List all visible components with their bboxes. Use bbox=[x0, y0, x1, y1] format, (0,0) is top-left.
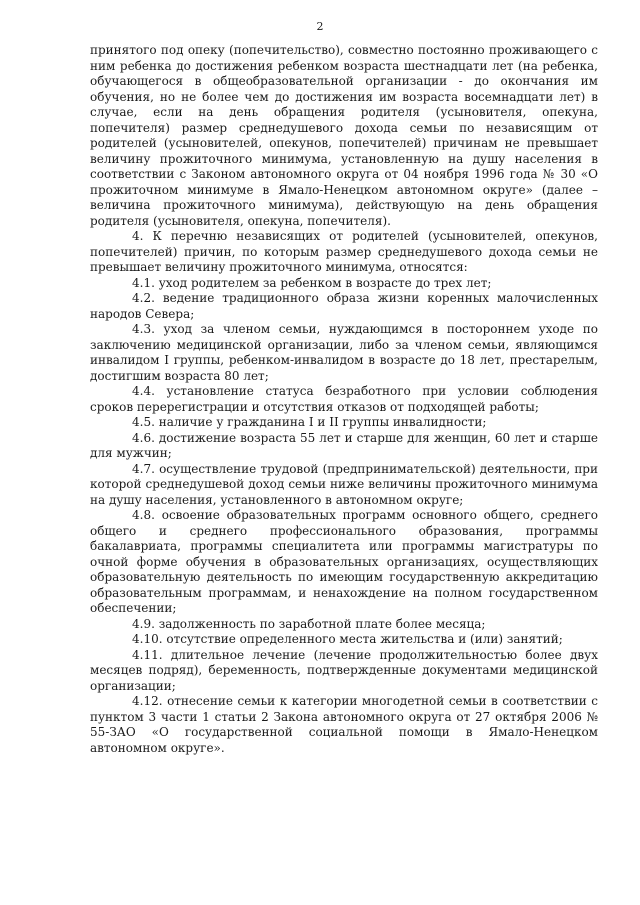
paragraph-item-4-8: 4.8. освоение образовательных программ основного общего, среднего общего и среднего профессионального образования, программы бакалавриата, программы специалитета или программы магистратуры по очной форме обучения в образовательных организациях, осуществляющих образовательную деятельность по имеющим государственную аккредитацию образовательным программам, и ненахождение на полном государственном обеспечении; bbox=[90, 508, 598, 615]
page-number: 2 bbox=[316, 20, 324, 33]
paragraph-item-4-10: 4.10. отсутствие определенного места жительства и (или) занятий; bbox=[132, 632, 563, 646]
paragraph-item-4-5: 4.5. наличие у гражданина I и II группы инвалидности; bbox=[132, 415, 487, 429]
paragraph-item-4-2: 4.2. ведение традиционного образа жизни коренных малочисленных народов Севера; bbox=[90, 291, 598, 321]
paragraph-item-4-6: 4.6. достижение возраста 55 лет и старше для женщин, 60 лет и старше для мужчин; bbox=[90, 430, 598, 460]
document-body bbox=[90, 43, 598, 756]
paragraph-item-4-4: 4.4. установление статуса безработного при условии соблюдения сроков перерегистрации и отсутствия отказов от подходящей работы; bbox=[90, 384, 598, 414]
paragraph-item-4-11: 4.11. длительное лечение (лечение продолжительностью более двух месяцев подряд), беременность, подтвержденные документами медицинской организации; bbox=[90, 647, 598, 693]
paragraph-item-4-9: 4.9. задолженность по заработной плате более месяца; bbox=[132, 616, 486, 631]
paragraph-item-4: 4. К перечню независящих от родителей (усыновителей, опекунов, попечителей) причин, по которым размер среднедушевого дохода семьи не превышает величину прожиточного минимума, относятся: bbox=[90, 229, 598, 274]
paragraph-item-4-3: 4.3. уход за членом семьи, нуждающимся в постороннем уходе по заключению медицинской организации, либо за членом семьи, являющимся инвалидом I группы, ребенком-инвалидом в возрасте до 18 лет, престарелым, достигшим возраста 80 лет; bbox=[90, 322, 598, 383]
paragraph-continuation: принятого под опеку (попечительство), совместно постоянно проживающего с ним ребенка до достижения ребенком возраста шестнадцати лет (на ребенка, обучающегося в общеобразовательной организации - до окончания им обучения, но не более чем до достижения им возраста восемнадцати лет) в случае, если на день обращения родителя (усыновителя, опекуна, попечителя) размер среднедушевого дохода семьи по независящим от родителей (усыновителей, опекунов, попечителей) причинам не превышает величину прожиточного минимума, установленную на душу населения в соответствии с Законом автономного округа от 04 ноября 1996 года № 30 «О прожиточном минимуме в Ямало-Ненецком автономном округе» (далее – величина прожиточного минимума), действующую на день обращения родителя (усыновителя, опекуна, попечителя). bbox=[90, 43, 598, 228]
paragraph-item-4-1: 4.1. уход родителем за ребенком в возрасте до трех лет; bbox=[132, 275, 492, 290]
paragraph-item-4-12: 4.12. отнесение семьи к категории многодетной семьи в соответствии с пунктом 3 части 1 статьи 2 Закона автономного округа от 27 октября 2006 № 55-ЗАО «О государственной социальной помощи в Ямало-Ненецком автономном округе». bbox=[90, 694, 598, 755]
paragraph-item-4-7: 4.7. осуществление трудовой (предпринимательской) деятельности, при которой среднедушевой доход семьи ниже величины прожиточного минимума на душу населения, установленного в автономном округе; bbox=[90, 461, 598, 507]
